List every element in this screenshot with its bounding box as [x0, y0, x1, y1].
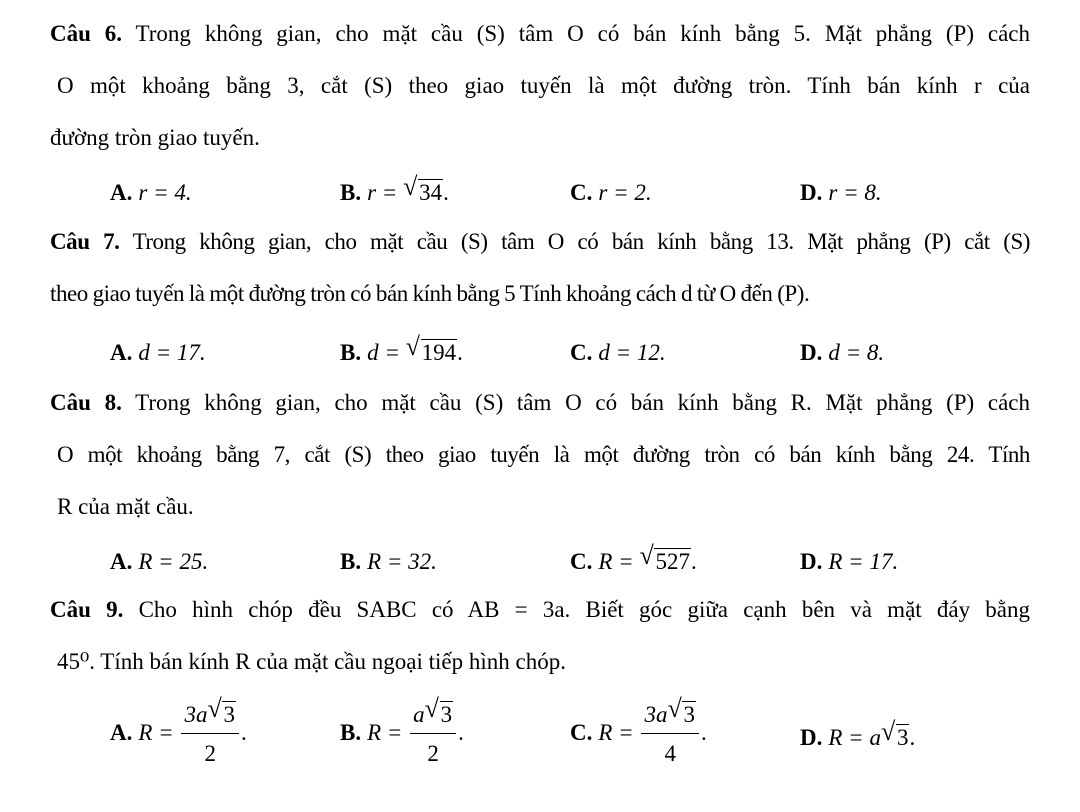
q6-text-3: đường tròn giao tuyến.: [50, 125, 260, 150]
q6-line-2: [57, 71, 1030, 101]
q6-option-d[interactable]: D. r = 8.: [800, 180, 882, 205]
q6-option-a[interactable]: A. r = 4.: [110, 180, 192, 205]
sqrt-symbol: √ 3: [880, 717, 909, 750]
q9-options: [0, 694, 1080, 780]
sqrt-symbol: √ 194: [405, 332, 457, 365]
q6-option-c[interactable]: C. r = 2.: [570, 180, 652, 205]
q7-line-1: [50, 227, 1030, 257]
q8-option-c[interactable]: C. R = √ 527.: [570, 547, 697, 577]
q9-option-b[interactable]: B. R = a √ 3 2 .: [340, 700, 464, 769]
sqrt-symbol: √ 527: [639, 541, 690, 574]
q9-line-1: [50, 595, 1030, 625]
fraction: a √ 3 2: [410, 700, 456, 769]
sqrt-symbol: √ 3: [207, 694, 235, 727]
q9-text-2: 45⁰. Tính bán kính R của mặt cầu ngoại tiếp hình chóp.: [57, 649, 566, 674]
q8-option-a[interactable]: A. R = 25.: [110, 549, 209, 574]
q7-text-2: theo giao tuyến là một đường tròn có bán kính bằng 5 Tính khoảng cách d từ O đến (P).: [50, 281, 810, 306]
q6-text-1: Trong không gian, cho mặt cầu (S) tâm O có bán kính bằng 5. Mặt phẳng (P) cách: [135, 21, 1030, 46]
q9-text-1: Cho hình chóp đều SABC có AB = 3a. Biết góc giữa cạnh bên và mặt đáy bằng: [138, 597, 1030, 622]
q7-label: Câu 7.: [50, 229, 120, 254]
fraction: 3a √ 3 4: [641, 700, 699, 769]
q8-option-d[interactable]: D. R = 17.: [800, 549, 899, 574]
q7-option-a[interactable]: A. d = 17.: [110, 340, 206, 365]
q7-option-d[interactable]: D. d = 8.: [800, 340, 885, 365]
q7-options: [0, 332, 1080, 378]
q6-option-b[interactable]: B. r = √ 34.: [340, 178, 449, 208]
q8-text-2: O một khoảng bằng 7, cắt (S) theo giao tuyến là một đường tròn có bán kính bằng 24. Tính: [57, 442, 1030, 467]
q7-text-1: Trong không gian, cho mặt cầu (S) tâm O có bán kính bằng 13. Mặt phẳng (P) cắt (S): [132, 229, 1030, 254]
q8-options: [0, 541, 1080, 587]
q8-line-3: [57, 492, 1030, 522]
q6-line-1: [50, 19, 1030, 49]
q7-option-c[interactable]: C. d = 12.: [570, 340, 666, 365]
q9-option-a[interactable]: A. R = 3a √ 3 2 .: [110, 700, 247, 769]
q7-option-b[interactable]: B. d = √ 194.: [340, 338, 463, 368]
sqrt-symbol: √ 3: [667, 694, 695, 727]
q9-label: Câu 9.: [50, 597, 124, 622]
q6-text-2: O một khoảng bằng 3, cắt (S) theo giao tuyến là một đường tròn. Tính bán kính r của: [57, 73, 1030, 98]
q8-line-1: [50, 388, 1030, 418]
q8-text-3: R của mặt cầu.: [57, 494, 194, 519]
q8-text-1: Trong không gian, cho mặt cầu (S) tâm O có bán kính bằng R. Mặt phẳng (P) cách: [135, 390, 1030, 415]
q8-option-b[interactable]: B. R = 32.: [340, 549, 437, 574]
sqrt-symbol: √ 34: [403, 172, 443, 205]
q9-option-d[interactable]: D. R = a √ 3.: [800, 723, 915, 753]
q6-label: Câu 6.: [50, 21, 123, 46]
q6-options: [0, 172, 1080, 218]
q7-line-2: [50, 279, 1030, 309]
q9-option-c[interactable]: C. R = 3a √ 3 4 .: [570, 700, 707, 769]
q6-line-3: [50, 123, 1030, 153]
q8-line-2: [57, 440, 1030, 470]
fraction: 3a √ 3 2: [181, 700, 239, 769]
sqrt-symbol: √ 3: [424, 694, 453, 727]
q9-line-2: [57, 647, 1030, 677]
q8-label: Câu 8.: [50, 390, 122, 415]
